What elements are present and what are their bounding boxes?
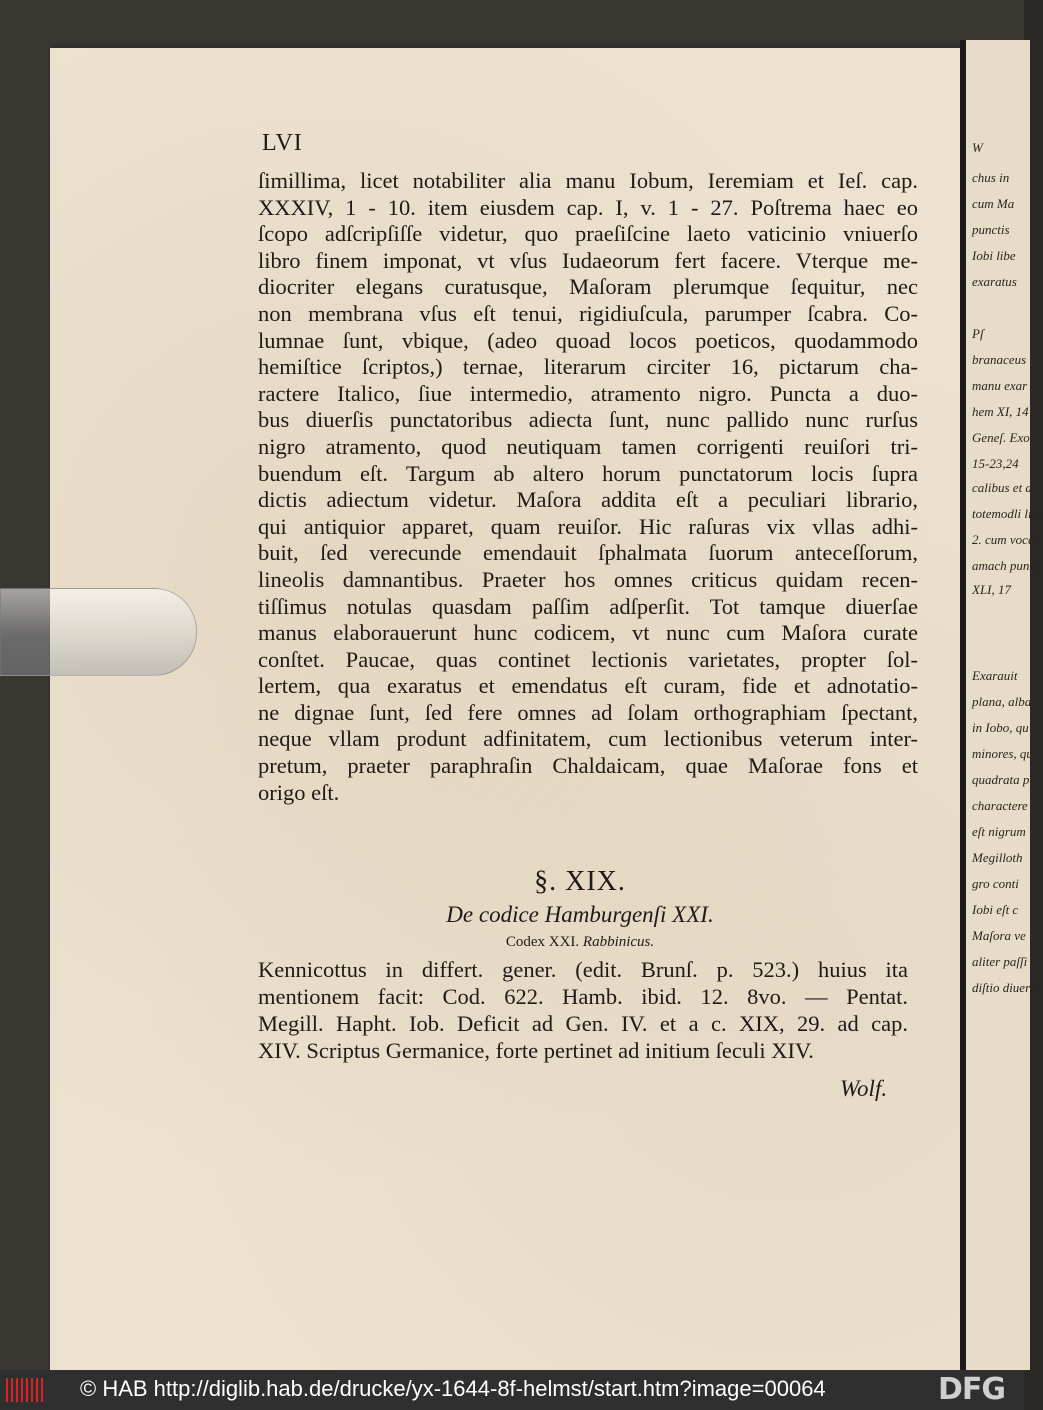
- codex-label-text: Codex XXI.: [505, 934, 580, 950]
- text-line: XIV. Scriptus Germanice, forte pertinet ad initium ſeculi XIV.: [258, 1038, 814, 1063]
- text-line: qui antiquior apparet, quam reuiſor. Hic raſuras vix vllas adhi-: [258, 513, 918, 539]
- edge-text-fragment: plana, alba: [972, 694, 1032, 709]
- codex-label: [380, 934, 780, 951]
- edge-text-fragment: exaratus: [972, 274, 1017, 289]
- text-line: ſimillima, licet notabiliter alia manu Iobum, Ieremiam et Ieſ. cap.: [258, 168, 918, 193]
- second-paragraph: [258, 956, 908, 1064]
- text-line: origo eſt.: [258, 779, 340, 805]
- edge-text-fragment: in Iobo, qu: [972, 720, 1029, 735]
- edge-text-fragment: Iobi eſt c: [972, 902, 1019, 917]
- text-line: lertem, qua exaratus et emendatus eſt curam, fide et adnotatio-: [258, 673, 918, 699]
- edge-text-fragment: amach punkt: [972, 558, 1039, 573]
- text-line: dictis adiectum videtur. Maſora addita eſt a peculiari librario,: [258, 487, 918, 513]
- text-line: ractere Italico, ſiue intermedio, atramento nigro. Puncta a duo-: [258, 380, 918, 406]
- edge-text-fragment: Geneſ. Exo: [972, 430, 1030, 445]
- text-line: tiſſimus notulas quasdam paſſim adſperſit. Tot tamque diuerſae: [258, 593, 918, 619]
- edge-text-fragment: Megilloth: [972, 850, 1023, 865]
- edge-text-fragment: branaceus: [972, 352, 1027, 367]
- edge-text-fragment: Exarauit: [972, 668, 1018, 683]
- text-line: diocriter elegans curatusque, Maſoram plerumque ſequitur, nec: [258, 274, 918, 300]
- text-line: bus diuerſis punctatoribus adiecta ſunt, nunc pallido nunc rurſus: [258, 407, 918, 433]
- edge-text-fragment: 15-23,24: [972, 456, 1019, 471]
- edge-text-fragment: charactere: [972, 798, 1028, 813]
- edge-text-fragment: totemodli libr: [972, 506, 1043, 521]
- text-line: hemiſtice ſcriptos,) ternae, literarum circiter 16, pictarum cha-: [258, 354, 918, 380]
- text-line: ſcopo adſcripſiſſe videtur, quo praeſiſcine laeto vaticinio vniuerſo: [258, 221, 918, 247]
- edge-text-fragment: XLI, 17: [972, 582, 1011, 597]
- source-url[interactable]: © HAB http://diglib.hab.de/drucke/yx-1644-8f-helmst/start.htm?image=00064: [80, 1376, 826, 1401]
- barcode-icon: [6, 1378, 46, 1402]
- subsection-title: De codice Hamburgenſi XXI.: [446, 902, 714, 927]
- facing-page-edge: [960, 40, 1043, 1370]
- text-line: lineolis damnantibus. Praeter hos omnes criticus quidam recen-: [258, 566, 918, 592]
- text-line: lumnae ſunt, vbique, (adeo quoad locos poeticos, quodammodo: [258, 327, 918, 353]
- text-line: conſtet. Paucae, quas continet lectionis varietates, propter ſol-: [258, 646, 918, 672]
- edge-text-fragment: 2. cum vocal: [972, 532, 1039, 547]
- text-line: XXXIV, 1 - 10. item eiusdem cap. I, v. 1 - 27. Poſtrema haec eo: [258, 194, 918, 220]
- text-line: non membrana vſus eſt tenui, rigidiuſcula, parumper ſcabra. Co-: [258, 300, 918, 326]
- edge-text-fragment: eſt nigrum: [972, 824, 1026, 839]
- page-holder-clip: [0, 588, 197, 676]
- text-line: Megill. Hapht. Iob. Deficit ad Gen. IV. et a c. XIX, 29. ad cap.: [258, 1011, 908, 1036]
- edge-text-fragment: Pſ: [972, 326, 984, 341]
- edge-text-fragment: Maſora ve: [972, 928, 1026, 943]
- body-paragraph: [258, 168, 918, 806]
- text-line: Kennicottus in differt. gener. (edit. Brunſ. p. 523.) huius ita: [258, 957, 908, 982]
- edge-text-fragment: cum Ma: [972, 196, 1015, 211]
- section-heading: §. XIX.: [534, 866, 626, 897]
- edge-text-fragment: punctis: [972, 222, 1010, 237]
- page-number: LVI: [262, 130, 303, 156]
- edge-text-fragment: gro conti: [972, 876, 1019, 891]
- edge-text-fragment: quadrata p: [972, 772, 1030, 787]
- text-line: manus elaborauerunt hunc codicem, vt nunc cum Maſora curate: [258, 620, 918, 646]
- edge-text-fragment: chus in: [972, 170, 1010, 185]
- edge-text-fragment: hem XI, 14: [972, 404, 1029, 419]
- edge-text-fragment: calibus et a: [972, 480, 1032, 495]
- edge-text-fragment: aliter paſſi: [972, 954, 1028, 969]
- edge-text-fragment: manu exar: [972, 378, 1028, 393]
- viewer-footer-bar: [0, 1370, 1024, 1410]
- text-line: pretum, praeter paraphraſin Chaldaicam, quae Maſorae fons et: [258, 753, 918, 779]
- text-line: ne dignae ſunt, ſed fere omnes ad ſolam orthographiam ſpectant,: [258, 699, 918, 725]
- text-line: mentionem facit: Cod. 622. Hamb. ibid. 12. 8vo. — Pentat.: [258, 984, 908, 1009]
- codex-label-italic: Rabbinicus.: [582, 934, 655, 950]
- text-line: libro finem imponat, vt vſus Iudaeorum fert facere. Vterque me-: [258, 247, 918, 273]
- edge-text-fragment: W: [972, 140, 983, 155]
- edge-text-fragment: diſtio diuerſ: [972, 980, 1034, 995]
- text-line: buendum eſt. Targum ab altero horum punctatorum locis ſupra: [258, 460, 918, 486]
- dfg-logo: DFG: [938, 1372, 1006, 1407]
- text-line: neque vllam produnt adfinitatem, cum lectionibus veterum inter-: [258, 726, 918, 752]
- text-line: nigro atramento, quod neutiquam tamen corrigenti reuiſori tri-: [258, 433, 918, 459]
- edge-text-fragment: Iobi libe: [972, 248, 1016, 263]
- signature: Wolf.: [840, 1076, 888, 1101]
- text-line: buit, ſed verecunde emendauit ſphalmata ſuorum anteceſſorum,: [258, 540, 918, 566]
- edge-text-fragment: minores, qu: [972, 746, 1033, 761]
